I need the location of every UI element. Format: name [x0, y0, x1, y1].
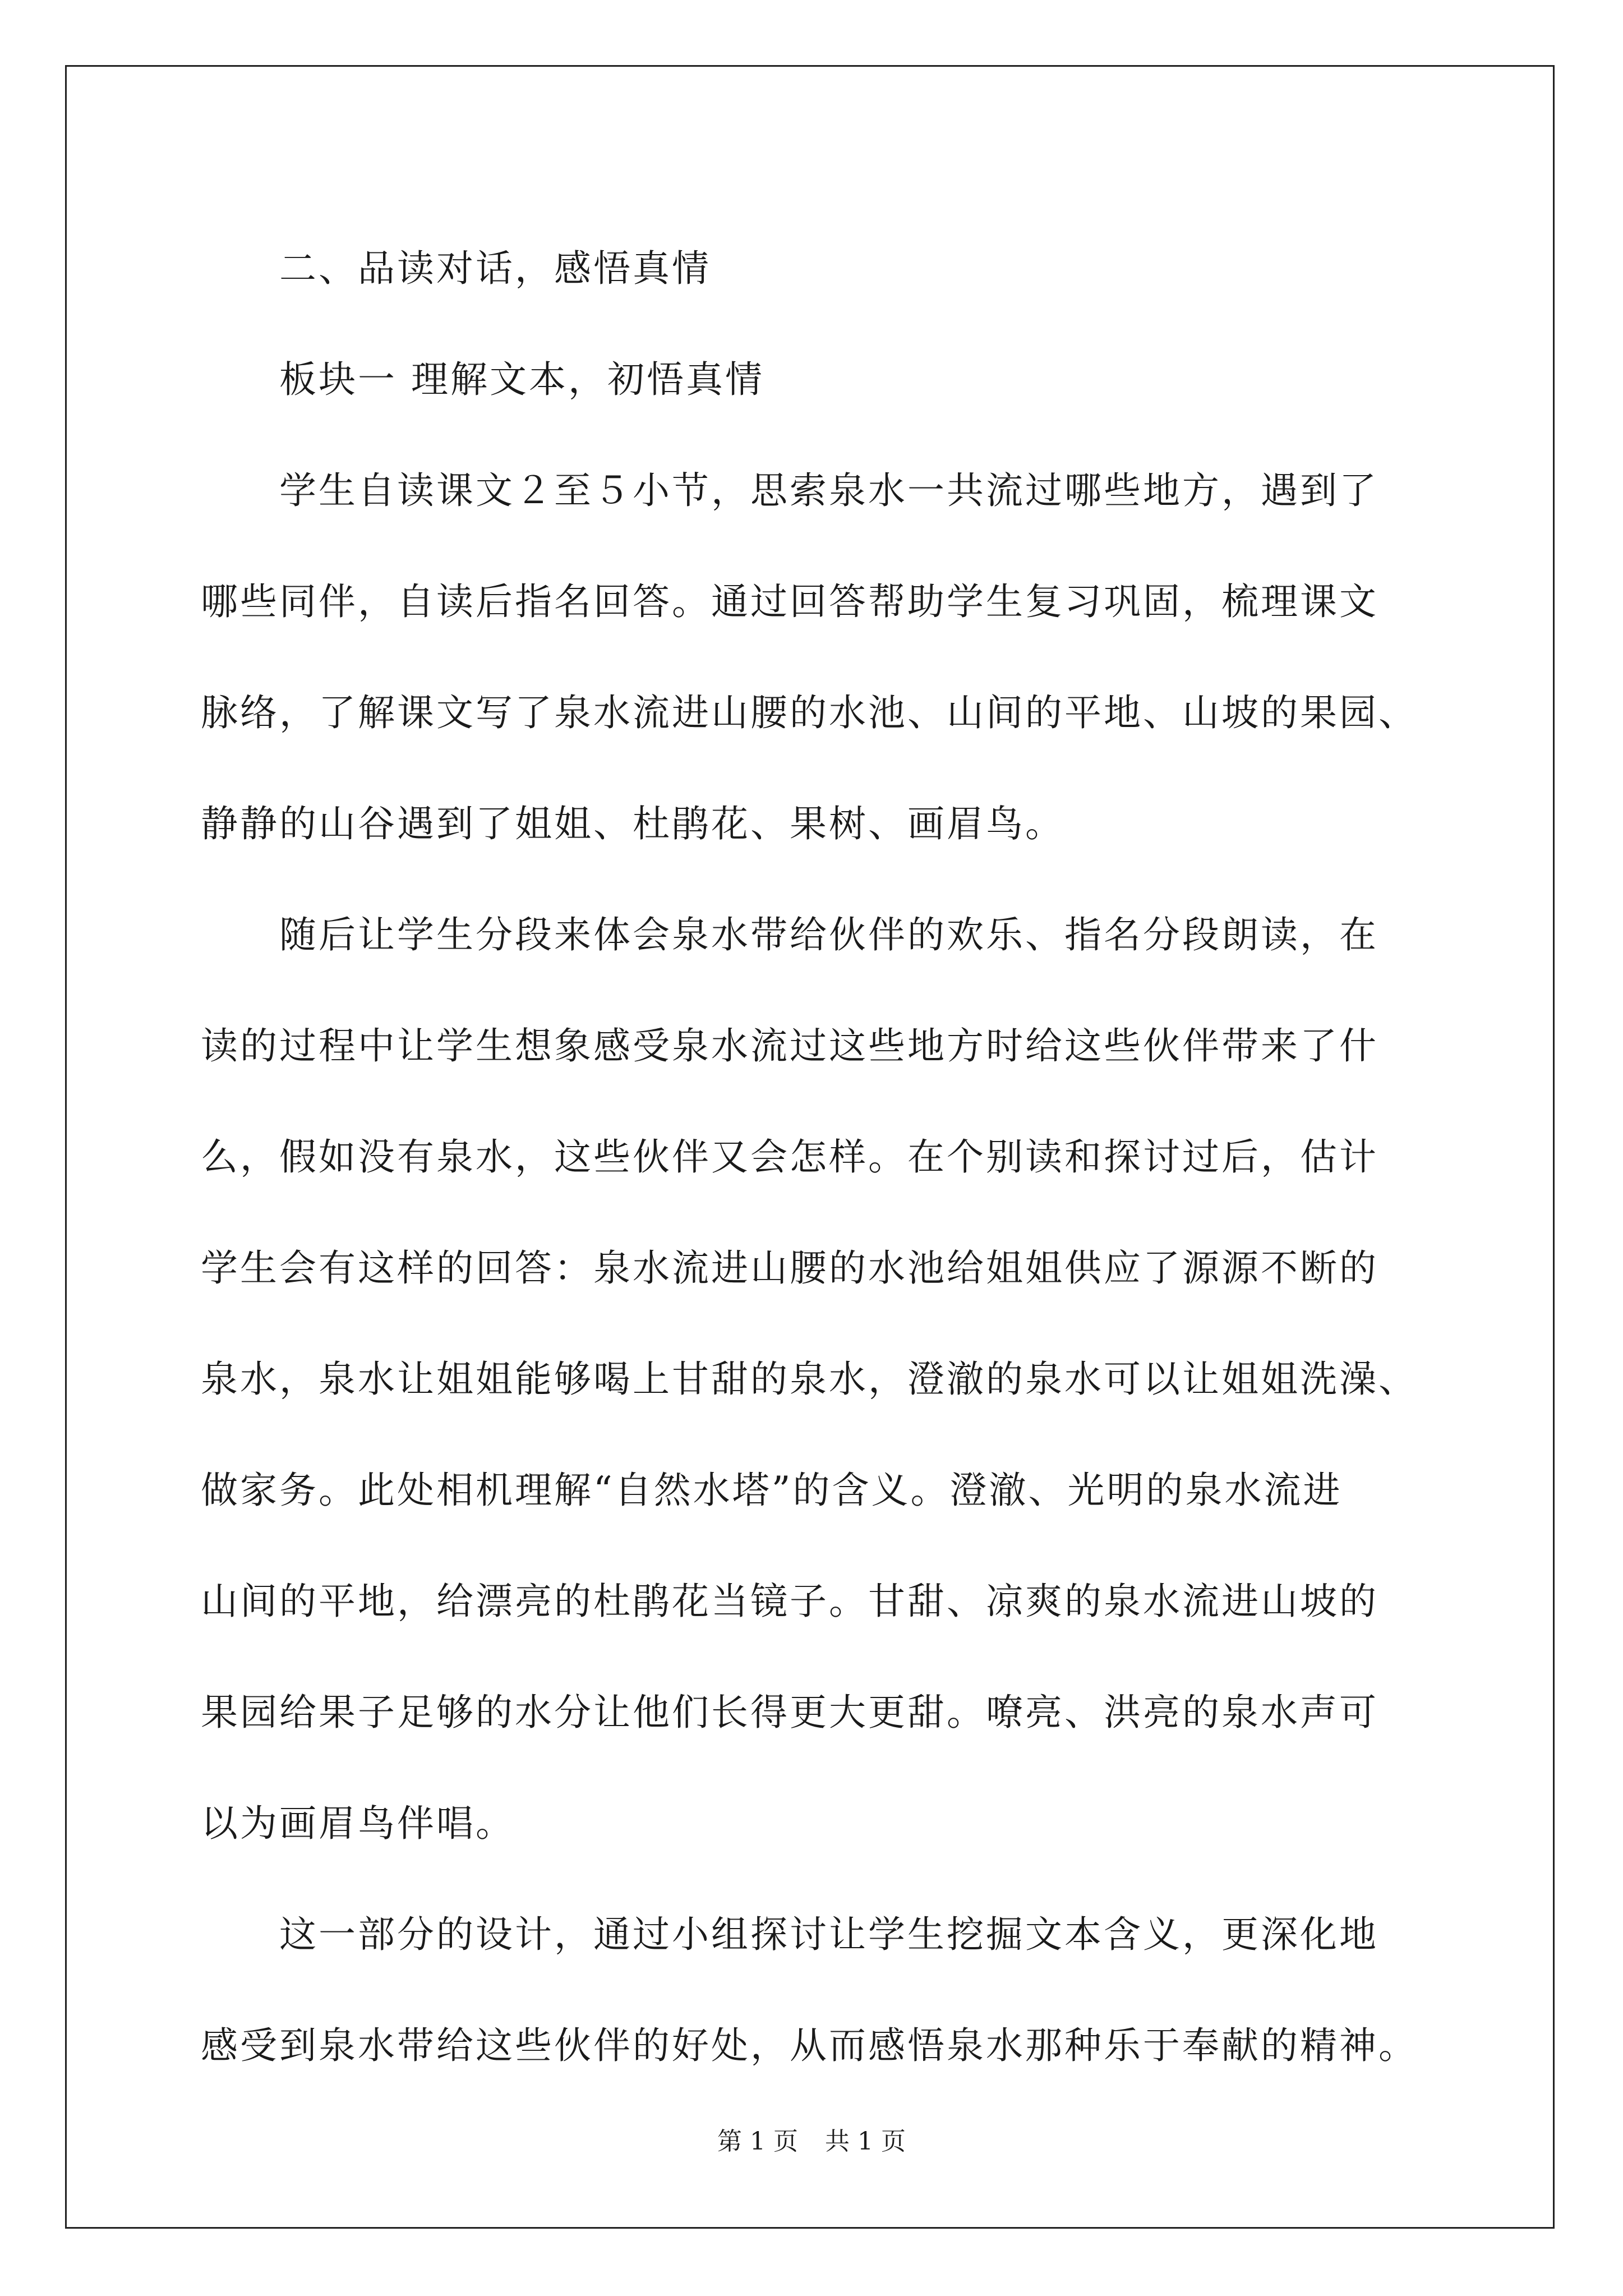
paragraph-2-line: 读的过程中让学生想象感受泉水流过这些地方时给这些伙伴带来了什	[201, 1024, 1378, 1068]
paragraph-2-line: 么，假如没有泉水，这些伙伴又会怎样。在个别读和探讨过后，估计	[201, 1135, 1378, 1179]
paragraph-2-line: 泉水，泉水让姐姐能够喝上甘甜的泉水，澄澈的泉水可以让姐姐洗澡、	[201, 1358, 1418, 1401]
page-footer	[0, 2125, 1623, 2159]
heading: 二、品读对话，感悟真情	[279, 247, 711, 290]
paragraph-2-line: 果园给果子足够的水分让他们长得更大更甜。嘹亮、洪亮的泉水声可	[201, 1691, 1378, 1734]
paragraph-3-line: 感受到泉水带给这些伙伴的好处，从而感悟泉水那种乐于奉献的精神。	[201, 2024, 1418, 2067]
paragraph-1-line: 脉络，了解课文写了泉水流进山腰的水池、山间的平地、山坡的果园、	[201, 691, 1418, 734]
page-number: 第 1 页	[717, 2127, 798, 2156]
section-title: 板块一 理解文本，初悟真情	[279, 358, 764, 401]
document-body	[201, 213, 1423, 2101]
paragraph-2-line: 学生会有这样的回答：泉水流进山腰的水池给姐姐供应了源源不断的	[201, 1246, 1378, 1290]
paragraph-2-line: 山间的平地，给漂亮的杜鹃花当镜子。甘甜、凉爽的泉水流进山坡的	[201, 1580, 1378, 1623]
paragraph-2-line: 做家务。此处相机理解“自然水塔”的含义。澄澈、光明的泉水流进	[201, 1469, 1343, 1512]
paragraph-1-line: 静静的山谷遇到了姐姐、杜鹃花、果树、画眉鸟。	[201, 802, 1064, 845]
paragraph-2-line: 随后让学生分段来体会泉水带给伙伴的欢乐、指名分段朗读，在	[279, 913, 1378, 956]
paragraph-2-line: 以为画眉鸟伴唱。	[201, 1802, 515, 1845]
page-total: 共 1 页	[825, 2127, 906, 2156]
paragraph-3-line: 这一部分的设计，通过小组探讨让学生挖掘文本含义，更深化地	[279, 1913, 1378, 1956]
paragraph-1-line: 学生自读课文２至５小节，思索泉水一共流过哪些地方，遇到了	[279, 469, 1378, 512]
paragraph-1-line: 哪些同伴，自读后指名回答。通过回答帮助学生复习巩固，梳理课文	[201, 580, 1378, 623]
